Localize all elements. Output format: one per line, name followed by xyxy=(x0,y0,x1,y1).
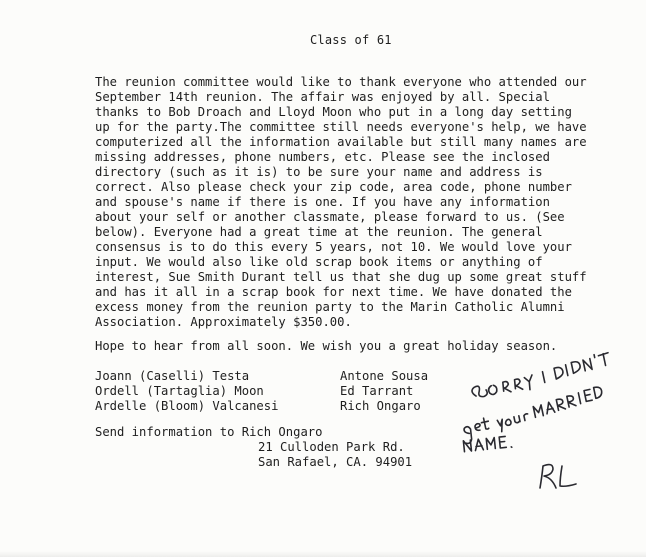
body-line: The reunion committee would like to thank everyone who attended our xyxy=(95,75,587,89)
body-line: thanks to Bob Droach and Lloyd Moon who put in a long day setting xyxy=(95,105,572,119)
signer-name: Rich Ongaro xyxy=(340,399,421,413)
body-line: interest, Sue Smith Durant tell us that she dug up some great stuff xyxy=(95,270,587,284)
body-line: below). Everyone had a great time at the reunion. The general xyxy=(95,225,543,239)
body-line: excess money from the reunion party to the Marin Catholic Alumni xyxy=(95,300,565,314)
body-line: and has it all in a scrap book for next time. We have donated the xyxy=(95,285,572,299)
letter-heading: Class of 61 xyxy=(310,33,392,47)
signer-name: Ed Tarrant xyxy=(340,384,414,398)
body-line: about your self or another classmate, please forward to us. (See xyxy=(95,210,565,224)
closing-line: Hope to hear from all soon. We wish you a great holiday season. xyxy=(95,339,558,353)
body-line: directory (such as it is) to be sure your name and address is xyxy=(95,165,543,179)
body-line: Association. Approximately $350.00. xyxy=(95,315,352,329)
address-city: San Rafael, CA. 94901 xyxy=(258,455,413,469)
paper-edge-shadow xyxy=(0,551,646,557)
body-line: missing addresses, phone numbers, etc. Please see the inclosed xyxy=(95,150,550,164)
body-line: up for the party.The committee still needs everyone's help, we have xyxy=(95,120,587,134)
send-info-line: Send information to Rich Ongaro xyxy=(95,425,323,439)
handwritten-note-icon xyxy=(440,320,640,500)
signer-name: Ordell (Tartaglia) Moon xyxy=(95,384,264,398)
body-line: September 14th reunion. The affair was enjoyed by all. Special xyxy=(95,90,550,104)
address-street: 21 Culloden Park Rd. xyxy=(258,440,405,454)
signer-name: Antone Sousa xyxy=(340,369,429,383)
body-line: input. We would also like old scrap book items or anything of xyxy=(95,255,543,269)
signer-name: Joann (Caselli) Testa xyxy=(95,369,250,383)
body-line: computerized all the information available but still many names are xyxy=(95,135,587,149)
body-line: consensus is to do this every 5 years, not 10. We would love your xyxy=(95,240,572,254)
body-line: and spouse's name if there is one. If you have any information xyxy=(95,195,550,209)
signer-name: Ardelle (Bloom) Valcanesi xyxy=(95,399,279,413)
body-line: correct. Also please check your zip code, area code, phone number xyxy=(95,180,572,194)
